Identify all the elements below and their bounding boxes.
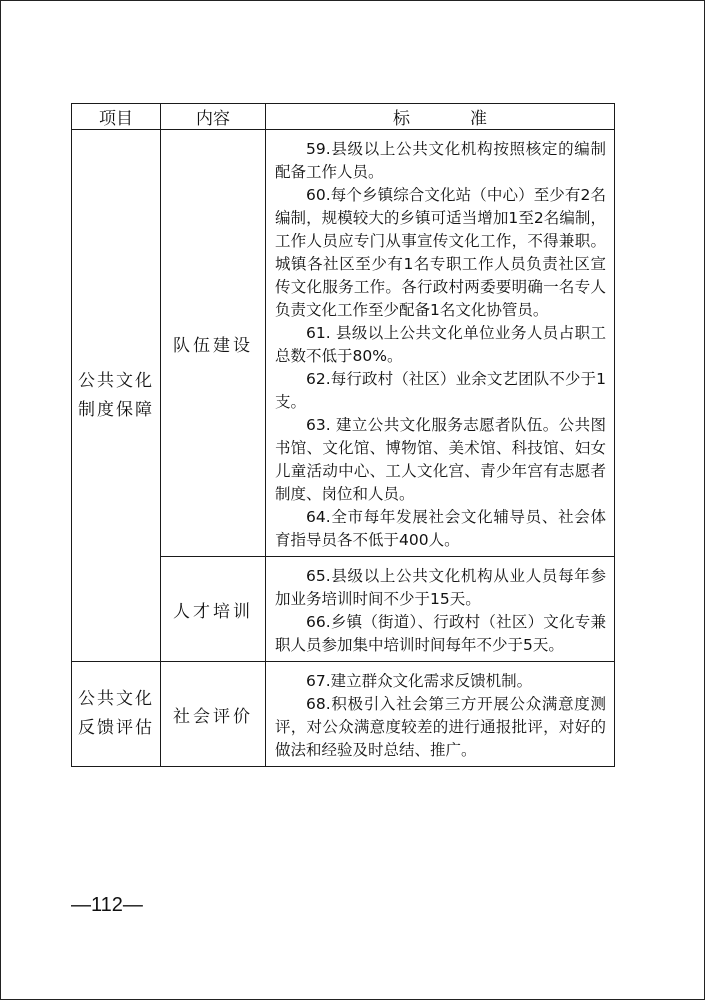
standard-item: 63. 建立公共文化服务志愿者队伍。公共图书馆、文化馆、博物馆、美术馆、科技馆、妇女儿童活动中心、工人文化宫、青少年宫有志愿者制度、岗位和人员。 [275,416,606,503]
category-line: 反馈评估 [78,718,154,738]
category-cell [72,130,161,662]
standard-item: 61. 县级以上公共文化单位业务人员占职工总数不低于80%。 [275,324,606,365]
standards-table [71,103,615,767]
standard-cell [266,662,615,767]
content-cell: 队伍建设 [161,130,266,557]
category-line: 制度保障 [78,399,154,420]
page-number: —112— [71,894,143,916]
content-cell: 人才培训 [161,557,266,662]
category-line: 公共文化 [78,370,154,391]
standard-cell [266,557,615,662]
standard-item: 67.建立群众文化需求反馈机制。 [306,672,533,690]
standard-item: 66.乡镇（街道）、行政村（社区）文化专兼职人员参加集中培训时间每年不少于5天。 [275,613,606,654]
category-line: 公共文化 [78,689,154,709]
standard-item: 60.每个乡镇综合文化站（中心）至少有2名编制，规模较大的乡镇可适当增加1至2名编制，工作人员应专门从事宣传文化工作，不得兼职。城镇各社区至少有1名专职工作人员负责社区宣传文化服务工作。各行政村两委要明确一名专人负责文化工作至少配备1名文化协管员。 [275,186,606,319]
standard-item: 59.县级以上公共文化机构按照核定的编制配备工作人员。 [275,140,606,181]
standard-item: 62.每行政村（社区）业余文艺团队不少于1支。 [275,370,606,411]
header-item: 项目 [72,104,161,130]
table-row [72,662,615,767]
header-content: 内容 [161,104,266,130]
table-header-row [72,104,615,130]
category-cell [72,662,161,767]
table-row [72,130,615,557]
standard-item: 64.全市每年发展社会文化辅导员、社会体育指导员各不低于400人。 [275,508,606,549]
standard-cell [266,130,615,557]
standard-item: 68.积极引入社会第三方开展公众满意度测评，对公众满意度较差的进行通报批评，对好的做法和经验及时总结、推广。 [275,695,606,759]
standard-item: 65.县级以上公共文化机构从业人员每年参加业务培训时间不少于15天。 [275,567,606,608]
content-cell: 社会评价 [161,662,266,767]
header-standard: 标准 [266,104,615,130]
